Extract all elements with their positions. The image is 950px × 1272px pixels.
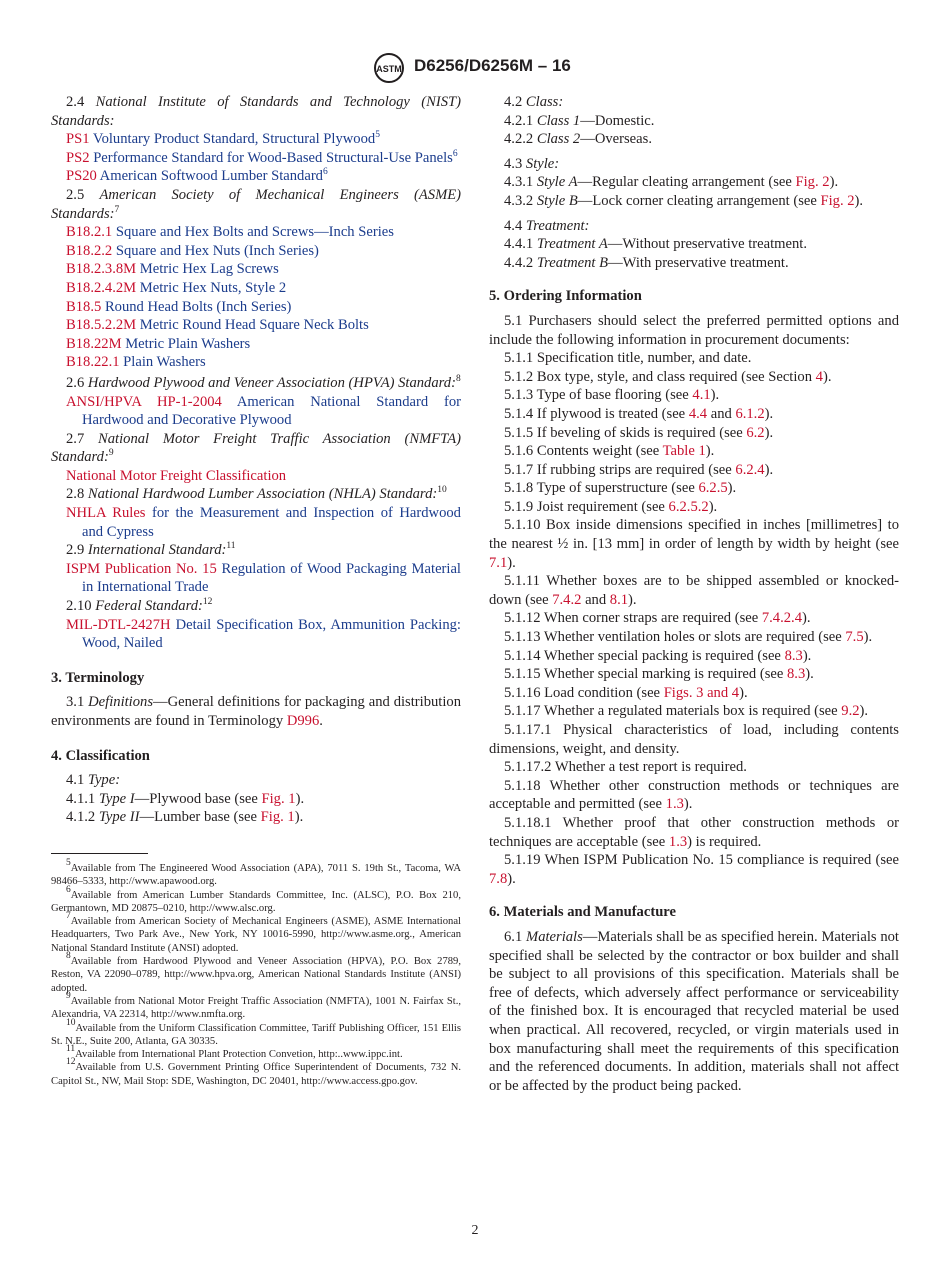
ref-hpva[interactable]: ANSI/HPVA HP-1-2004 American National Standard for Hardwood and Decorative Plywood xyxy=(66,393,461,429)
section-2-7: 2.7 National Motor Freight Traffic Association (NMFTA) Standard:$^9$ xyxy=(51,430,461,466)
section-4-1-2: 4.1.2 Type II—Lumber base (see Fig. 1). xyxy=(66,809,304,826)
section-5-1-14: 5.1.14 Whether special packing is required (see 8.3). xyxy=(504,647,812,664)
section-5-1-17: 5.1.17 Whether a regulated materials box is required (see 9.2). xyxy=(504,703,869,720)
section-5-1-19: 5.1.19 When ISPM Publication No. 15 compliance is required (see 7.8). xyxy=(489,852,899,887)
section-7-1-link[interactable]: 7.1 xyxy=(489,554,508,571)
footnote-11: $^{11}$Available from International Plant Protection Convetion, http:..www.ippc.int. xyxy=(66,1044,403,1061)
section-6-2-5-2-link[interactable]: 6.2.5.2 xyxy=(668,498,709,515)
ref-nmfc[interactable]: National Motor Freight Classification xyxy=(66,467,287,484)
footnote-6: $^6$Available from American Lumber Standards Committee, Inc. (ALSC), P.O. Box 210, Germantown, MD 20875–0210, http://www.alsc.org. xyxy=(51,884,461,914)
section-5-1-11: 5.1.11 Whether boxes are to be shipped assembled or knocked-down (see 7.4.2 and 8.1). xyxy=(489,573,899,608)
section-4-3: 4.3 Style: xyxy=(504,155,560,172)
section-5-1-16: 5.1.16 Load condition (see Figs. 3 and 4). xyxy=(504,684,748,701)
footnote-9: $^9$Available from National Motor Freight Traffic Association (NMFTA), 1001 N. Fairfax St., Alexandria, VA 22314, http://www.nmfta.org. xyxy=(51,990,461,1021)
ref-nhla[interactable]: NHLA Rules for the Measurement and Inspection of Hardwood and Cypress xyxy=(66,505,461,540)
section-5-1-18: 5.1.18 Whether other construction methods or techniques are acceptable and permitted (see 1.3). xyxy=(489,777,899,813)
section-4-3-1: 4.3.1 Style A—Regular cleating arrangement (see Fig. 2). xyxy=(504,174,839,191)
section-6-1-2-link[interactable]: 6.1.2 xyxy=(735,405,765,422)
document-designation: D6256/D6256M – 16 xyxy=(414,56,571,75)
section-5-1-2: 5.1.2 Box type, style, and class required (see Section 4). xyxy=(504,368,832,385)
heading-ordering-information: 5. Ordering Information xyxy=(489,288,642,305)
section-5-1-6: 5.1.6 Contents weight (see Table 1). xyxy=(504,443,715,460)
section-5-1: 5.1 Purchasers should select the preferred permitted options and include the following information in procurement documents: xyxy=(489,312,899,348)
section-7-8-link[interactable]: 7.8 xyxy=(489,870,508,887)
section-5-1-9: 5.1.9 Joist requirement (see 6.2.5.2). xyxy=(504,498,718,515)
fig-2-link[interactable]: Fig. 2 xyxy=(795,174,830,191)
ref-d996-link[interactable]: D996 xyxy=(286,713,320,729)
section-2-6: 2.6 Hardwood Plywood and Veneer Association (HPVA) Standard:$^8$ xyxy=(66,373,461,391)
section-4-1-1: 4.1.1 Type I—Plywood base (see Fig. 1). xyxy=(66,790,305,807)
section-8-3-link[interactable]: 8.3 xyxy=(784,647,803,664)
section-2-8: 2.8 National Hardwood Lumber Association (NHLA) Standard:$^{10}$ xyxy=(66,485,447,503)
ref-asme-8[interactable]: B18.22.1 Plain Washers xyxy=(66,354,206,371)
figs-3-4-link[interactable]: Figs. 3 and 4 xyxy=(663,684,740,701)
table-1-link[interactable]: Table 1 xyxy=(662,443,706,460)
fig-1-link[interactable]: Fig. 1 xyxy=(261,790,296,807)
section-3-1: 3.1 Definitions—General definitions for packaging and distribution environments are found in Terminology D996. xyxy=(51,694,461,729)
section-5-1-5: 5.1.5 If beveling of skids is required (see 6.2). xyxy=(504,424,774,441)
section-2-5: 2.5 American Society of Mechanical Engineers (ASME) Standards:$^7$ xyxy=(51,186,461,222)
section-4-4: 4.4 Treatment: xyxy=(504,217,590,234)
section-6-1: 6.1 Materials—Materials shall be as specified herein. Materials not specified shall be selected by the contractor or box builder and shall be subject to all provisions of this specification. Materials shall be free of defects, which adversely affect performance or serviceability of the finished box. It is encouraged that recycled material be used when practical. All recovered, recycled, or virgin materials used in box manufacturing shall meet the requirements of this specification and the referenced documents. In addition, materials shall not affect or be affected by the product being packed. xyxy=(489,928,899,1094)
section-2-10: 2.10 Federal Standard:$^{12}$ xyxy=(66,597,213,615)
section-5-1-15: 5.1.15 Whether special marking is required (see 8.3). xyxy=(504,666,814,683)
fig-1-link[interactable]: Fig. 1 xyxy=(260,809,295,826)
ref-asme-7[interactable]: B18.22M Metric Plain Washers xyxy=(66,335,251,352)
fig-2-link[interactable]: Fig. 2 xyxy=(820,192,855,209)
footnote-5: $^5$Available from The Engineered Wood Association (APA), 7011 S. 19th St., Tacoma, WA 98466–5333, http://www.apawood.org. xyxy=(51,857,461,888)
ref-ps2[interactable]: PS2 Performance Standard for Wood-Based Structural-Use Panels$^6$ xyxy=(66,148,458,166)
section-4-1-link[interactable]: 4.1 xyxy=(692,387,711,404)
section-5-1-12: 5.1.12 When corner straps are required (see 7.4.2.4). xyxy=(504,610,811,627)
section-5-1-18-1: 5.1.18.1 Whether proof that other construction methods or techniques are acceptable (see 1.3) is required. xyxy=(489,814,899,850)
ref-asme-3[interactable]: B18.2.3.8M Metric Hex Lag Screws xyxy=(66,261,279,278)
ref-ispm[interactable]: ISPM Publication No. 15 Regulation of Wood Packaging Material in International Trade xyxy=(66,560,461,596)
heading-classification: 4. Classification xyxy=(51,747,150,764)
footnote-8: $^8$Available from Hardwood Plywood and Veneer Association (HPVA), P.O. Box 2789, Reston, VA 22090–0789, http://www.hpva.org, American National Standards Institute (ANSI) adopted. xyxy=(51,951,461,994)
footnote-7: $^7$Available from American Society of Mechanical Engineers (ASME), ASME International Headquarters, Two Park Ave., New York, NY 10016-5990, http://www.asme.org., American National Standard Institute (ANSI) adopted. xyxy=(51,911,461,954)
section-7-4-2-4-link[interactable]: 7.4.2.4 xyxy=(761,610,802,627)
right-column xyxy=(489,93,899,1095)
section-4-link[interactable]: 4 xyxy=(815,368,823,385)
section-6-2-4-link[interactable]: 6.2.4 xyxy=(735,461,765,478)
section-1-3-link[interactable]: 1.3 xyxy=(665,796,684,813)
svg-text:ASTM: ASTM xyxy=(376,64,402,74)
ref-mil[interactable]: MIL-DTL-2427H Detail Specification Box, Ammunition Packing: Wood, Nailed xyxy=(66,616,461,652)
section-4-4-link[interactable]: 4.4 xyxy=(688,405,708,422)
section-4-3-2: 4.3.2 Style B—Lock corner cleating arrangement (see Fig. 2). xyxy=(504,192,864,209)
section-8-3-link[interactable]: 8.3 xyxy=(787,666,806,683)
section-2-9: 2.9 International Standard:$^{11}$ xyxy=(66,541,236,559)
section-5-1-10: 5.1.10 Box inside dimensions specified in inches [millimetres] to the nearest ½ in. [13 mm] in order of length by width by height (see 7.1). xyxy=(489,517,899,571)
ref-asme-1[interactable]: B18.2.1 Square and Hex Bolts and Screws—Inch Series xyxy=(66,224,394,241)
ref-asme-4[interactable]: B18.2.4.2M Metric Hex Nuts, Style 2 xyxy=(66,279,287,296)
page-header xyxy=(0,52,950,86)
section-4-4-1: 4.4.1 Treatment A—Without preservative treatment. xyxy=(504,236,807,253)
ref-asme-5[interactable]: B18.5 Round Head Bolts (Inch Series) xyxy=(66,298,292,315)
ref-ps1[interactable]: PS1 Voluntary Product Standard, Structural Plywood$^5$ xyxy=(66,130,380,148)
page-number: 2 xyxy=(471,1223,479,1238)
heading-materials-manufacture: 6. Materials and Manufacture xyxy=(489,904,676,921)
section-7-4-2-link[interactable]: 7.4.2 xyxy=(552,591,582,608)
section-7-5-link[interactable]: 7.5 xyxy=(845,629,864,646)
section-6-2-5-link[interactable]: 6.2.5 xyxy=(698,480,728,497)
footnote-10: $^{10}$Available from the Uniform Classification Committee, Tariff Publishing Officer, 151 Ellis St. N.E., Suite 200, Atlanta, GA 30335. xyxy=(51,1017,461,1047)
section-4-2-2: 4.2.2 Class 2—Overseas. xyxy=(504,131,652,148)
section-6-2-link[interactable]: 6.2 xyxy=(746,424,765,441)
ref-asme-6[interactable]: B18.5.2.2M Metric Round Head Square Neck Bolts xyxy=(66,317,369,334)
ref-asme-2[interactable]: B18.2.2 Square and Hex Nuts (Inch Series) xyxy=(66,242,319,259)
section-5-1-7: 5.1.7 If rubbing strips are required (see 6.2.4). xyxy=(504,461,774,478)
footnote-12: $^{12}$Available from U.S. Government Printing Office Superintendent of Documents, 732 N. Capitol St., NW, Mail Stop: SDE, Washington, DC 20401, http://www.access.gpo.gov. xyxy=(51,1057,461,1087)
section-5-1-17-2: 5.1.17.2 Whether a test report is required. xyxy=(504,759,747,776)
heading-terminology: 3. Terminology xyxy=(51,669,145,686)
section-8-1-link[interactable]: 8.1 xyxy=(609,591,629,608)
section-4-2: 4.2 Class: xyxy=(504,94,564,110)
section-5-1-8: 5.1.8 Type of superstructure (see 6.2.5). xyxy=(504,480,737,497)
section-5-1-3: 5.1.3 Type of base flooring (see 4.1). xyxy=(504,387,720,404)
ref-ps20[interactable]: PS20 American Softwood Lumber Standard$^6$ xyxy=(66,167,328,185)
section-5-1-1: 5.1.1 Specification title, number, and date. xyxy=(504,350,752,367)
section-5-1-4: 5.1.4 If plywood is treated (see 4.4 and 6.1.2). xyxy=(504,405,774,422)
section-5-1-17-1: 5.1.17.1 Physical characteristics of load, including contents dimensions, weight, and density. xyxy=(489,722,899,757)
section-5-1-13: 5.1.13 Whether ventilation holes or slots are required (see 7.5). xyxy=(504,629,873,646)
left-column xyxy=(51,93,461,1088)
section-4-2-1: 4.2.1 Class 1—Domestic. xyxy=(504,112,655,129)
footnote-divider xyxy=(51,853,148,854)
section-4-1: 4.1 Type: xyxy=(66,772,121,789)
section-2-4: 2.4 National Institute of Standards and Technology (NIST) Standards: xyxy=(51,94,461,129)
section-9-2-link[interactable]: 9.2 xyxy=(841,703,860,720)
section-4-4-2: 4.4.2 Treatment B—With preservative treatment. xyxy=(504,254,789,271)
section-1-3-link[interactable]: 1.3 xyxy=(668,833,688,850)
astm-logo-icon xyxy=(372,52,406,84)
